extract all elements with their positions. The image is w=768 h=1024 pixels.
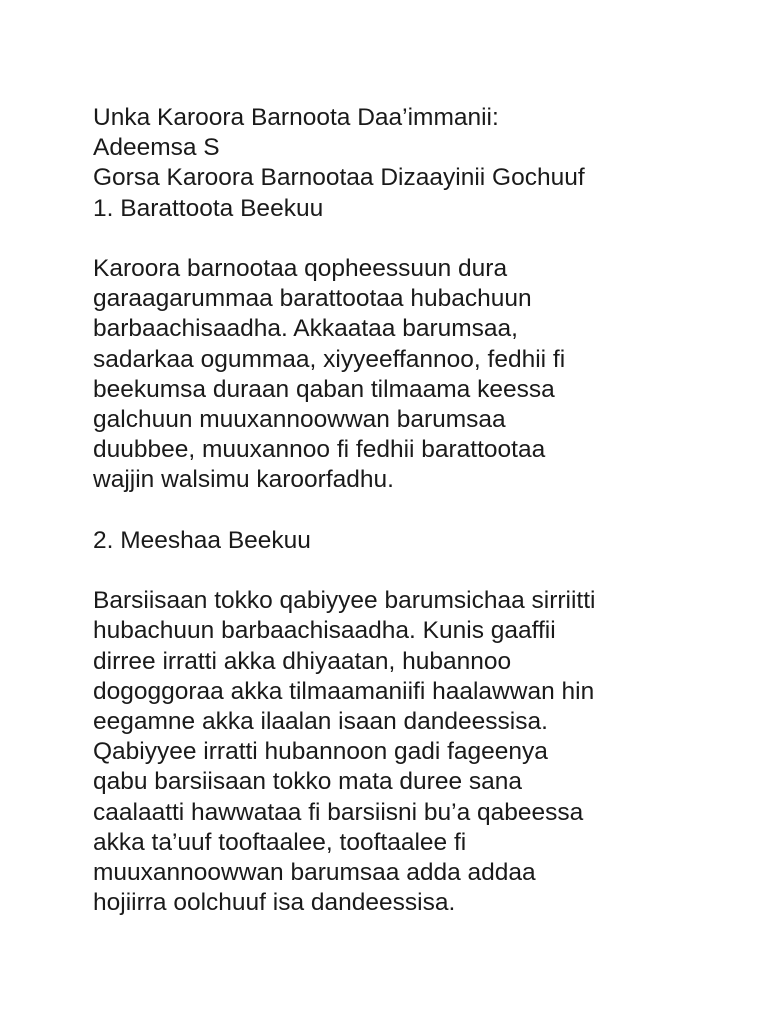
document-title: Unka Karoora Barnoota Daa’immanii: [93,104,499,131]
paragraph-line: akka ta’uuf tooftaalee, tooftaalee fi [93,828,467,856]
paragraph-line: dirree irratti akka dhiyaatan, hubannoo [93,647,512,675]
paragraph-line: sadarkaa ogummaa, xiyyeeffannoo, fedhii fi [93,345,566,373]
paragraph-line: garaagarummaa barattootaa hubachuun [93,285,532,313]
paragraph-gap [93,556,683,586]
document-page [93,103,683,918]
section2-paragraph [93,586,683,918]
document-header [93,103,683,224]
paragraph-line: barbaachisaadha. Akkaataa barumsaa, [93,315,518,343]
document-subtitle: Adeemsa S [93,134,220,162]
paragraph-line: qabu barsiisaan tokko mata duree sana [93,768,523,796]
paragraph-line: hubachuun barbaachisaadha. Kunis gaaffii [93,617,556,645]
paragraph-line: hojiirra oolchuuf isa dandeessisa. [93,889,456,917]
document-guide-title: Gorsa Karoora Barnootaa Dizaayinii Gochuuf [93,164,585,192]
section1-paragraph [93,254,683,496]
paragraph-line: galchuun muuxannoowwan barumsaa [93,406,506,434]
paragraph-line: Karoora barnootaa qopheessuun dura [93,255,508,282]
paragraph-line: muuxannoowwan barumsaa adda addaa [93,859,536,887]
paragraph-line: dogoggoraa akka tilmaamaniifi haalawwan hin [93,677,595,705]
section1-heading: 1. Barattoota Beekuu [93,194,324,222]
paragraph-line: beekumsa duraan qaban tilmaama keessa [93,375,555,403]
paragraph-line: Barsiisaan tokko qabiyyee barumsichaa sirriitti [93,587,596,615]
paragraph-gap [93,224,683,254]
paragraph-line: wajjin walsimu karoorfadhu. [93,466,394,494]
paragraph-line: Qabiyyee irratti hubannoon gadi fageenya [93,738,548,766]
paragraph-line: duubbee, muuxannoo fi fedhii barattootaa [93,436,546,464]
paragraph-gap [93,496,683,526]
paragraph-line: eegamne akka ilaalan isaan dandeessisa. [93,708,548,736]
paragraph-line: caalaatti hawwataa fi barsiisni bu’a qabeessa [93,798,584,826]
section2-heading: 2. Meeshaa Beekuu [93,526,311,554]
